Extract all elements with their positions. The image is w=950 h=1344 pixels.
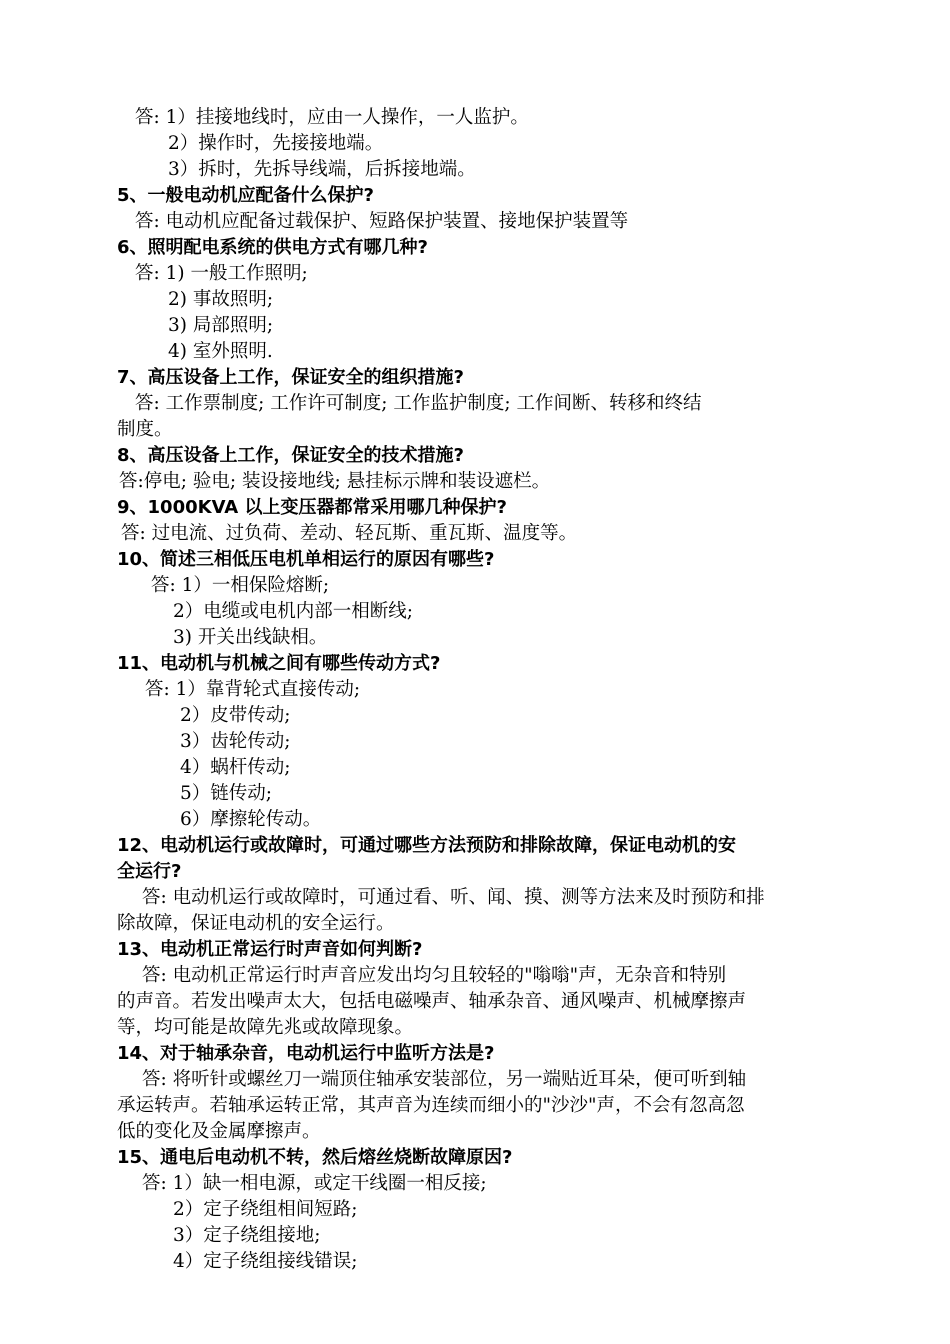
answer-line: 答: 将听针或螺丝刀一端顶住轴承安装部位，另一端贴近耳朵，便可听到轴 [142, 1069, 747, 1090]
question-line: 7、高压设备上工作，保证安全的组织措施? [117, 367, 464, 388]
question-line: 5、一般电动机应配备什么保护? [117, 185, 374, 206]
answer-line: 4）蜗杆传动; [180, 757, 291, 778]
question-line: 14、对于轴承杂音，电动机运行中监听方法是? [117, 1043, 495, 1064]
answer-line: 3）拆时，先拆导线端，后拆接地端。 [168, 159, 476, 180]
answer-line: 答: 1) 一般工作照明; [135, 263, 308, 284]
answer-line: 答: 工作票制度; 工作许可制度; 工作监护制度; 工作间断、转移和终结 [135, 393, 702, 414]
answer-line: 4）定子绕组接线错误; [173, 1251, 358, 1272]
answer-line: 2）操作时，先接接地端。 [168, 133, 384, 154]
answer-line: 承运转声。若轴承运转正常，其声音为连续而细小的"沙沙"声，不会有忽高忽 [117, 1095, 745, 1116]
answer-line: 5）链传动; [180, 783, 273, 804]
answer-line: 答: 1）一相保险熔断; [151, 575, 330, 596]
answer-line: 3）齿轮传动; [180, 731, 291, 752]
question-line: 全运行? [117, 861, 182, 882]
answer-line: 等，均可能是故障先兆或故障现象。 [117, 1017, 414, 1038]
answer-line: 2) 事故照明; [168, 289, 274, 310]
answer-line: 答: 1）挂接地线时，应由一人操作，一人监护。 [135, 107, 529, 128]
question-line: 10、简述三相低压电机单相运行的原因有哪些? [117, 549, 495, 570]
answer-line: 6）摩擦轮传动。 [180, 809, 322, 830]
question-line: 9、1000KVA 以上变压器都常采用哪几种保护? [117, 497, 507, 518]
answer-line: 答: 电动机正常运行时声音应发出均匀且较轻的"嗡嗡"声，无杂音和特别 [142, 965, 727, 986]
question-line: 15、通电后电动机不转，然后熔丝烧断故障原因? [117, 1147, 513, 1168]
question-line: 12、电动机运行或故障时，可通过哪些方法预防和排除故障，保证电动机的安 [117, 835, 737, 856]
answer-line: 答: 过电流、过负荷、差动、轻瓦斯、重瓦斯、温度等。 [121, 523, 578, 544]
question-line: 11、电动机与机械之间有哪些传动方式? [117, 653, 441, 674]
answer-line: 3）定子绕组接地; [173, 1225, 321, 1246]
answer-line: 2）定子绕组相间短路; [173, 1199, 358, 1220]
question-line: 13、电动机正常运行时声音如何判断? [117, 939, 423, 960]
answer-line: 答:停电; 验电; 装设接地线; 悬挂标示牌和装设遮栏。 [119, 471, 551, 492]
answer-line: 除故障，保证电动机的安全运行。 [117, 913, 395, 934]
answer-line: 4) 室外照明. [168, 341, 273, 362]
answer-line: 低的变化及金属摩擦声。 [117, 1121, 321, 1142]
answer-line: 2）电缆或电机内部一相断线; [173, 601, 414, 622]
answer-line: 答: 电动机运行或故障时，可通过看、听、闻、摸、测等方法来及时预防和排 [142, 887, 765, 908]
question-line: 6、照明配电系统的供电方式有哪几种? [117, 237, 428, 258]
question-line: 8、高压设备上工作，保证安全的技术措施? [117, 445, 464, 466]
answer-line: 2）皮带传动; [180, 705, 291, 726]
answer-line: 制度。 [117, 419, 173, 440]
answer-line: 答: 1）靠背轮式直接传动; [145, 679, 361, 700]
answer-line: 3) 局部照明; [168, 315, 274, 336]
answer-line: 答: 1）缺一相电源，或定干线圈一相反接; [142, 1173, 487, 1194]
answer-line: 答: 电动机应配备过载保护、短路保护装置、接地保护装置等 [135, 211, 629, 232]
answer-line: 3) 开关出线缺相。 [173, 627, 328, 648]
answer-line: 的声音。若发出噪声太大，包括电磁噪声、轴承杂音、通风噪声、机械摩擦声 [117, 991, 747, 1012]
